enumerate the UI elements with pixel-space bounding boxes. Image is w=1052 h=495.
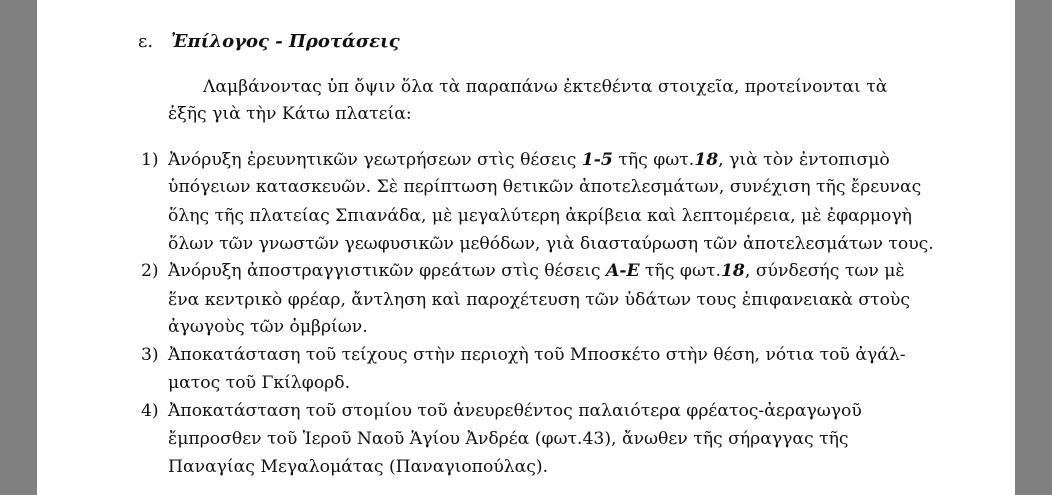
intro-line-1: Λαμβάνοντας ὑπ ὄψιν ὅλα τὰ παραπάνω ἐκτεθέντα στοιχεῖα, προτείνονται τὰ: [203, 77, 888, 97]
item-2-line-2: ἕνα κεντρικὸ φρέαρ, ἄντληση καὶ παροχέτευση τῶν ὑδάτων τους ἐπιφανειακὰ στοὺς: [168, 290, 910, 310]
item-3-marker: 3): [141, 345, 159, 365]
item-1-marker: 1): [141, 150, 159, 170]
item-1-photo-number: 18: [694, 150, 719, 170]
item-1-line-2: ὑπόγειων κατασκευῶν. Σὲ περίπτωση θετικῶν ἀποτελεσμάτων, συνέχιση τῆς ἔρευνας: [168, 177, 922, 197]
item-2-line-3: ἀγωγοὺς τῶν ὀμβρίων.: [168, 317, 368, 337]
item-1-line-3: ὅλης τῆς πλατείας Σπιανάδα, μὲ μεγαλύτερη ἀκρίβεια καὶ λεπτομέρεια, μὲ ἐφαρμογὴ: [168, 206, 912, 226]
item-2-line-1: [168, 258, 905, 284]
section-title: Ἐπίλογος - Προτάσεις: [171, 31, 400, 52]
item-2-marker: 2): [141, 261, 159, 281]
item-1-text-e: , γιὰ τὸν ἐντοπισμὸ: [718, 150, 890, 170]
item-2-photo-number: 18: [720, 261, 745, 281]
item-3-line-1: Ἀποκατάσταση τοῦ τείχους στὴν περιοχὴ τοῦ Μποσκέτο στὴν θέση, νότια τοῦ ἀγάλ-: [168, 345, 906, 365]
item-4-line-1: Ἀποκατάσταση τοῦ στομίου τοῦ ἀνευρεθέντος παλαιότερα φρέατος-ἀεραγωγοῦ: [168, 401, 862, 421]
item-1-positions: 1-5: [581, 150, 613, 170]
item-2-text-c: τῆς φωτ.: [639, 261, 721, 281]
item-2-text-e: , σύνδεσής των μὲ: [744, 261, 905, 281]
item-2-text-a: Ἀνόρυξη ἀποστραγγιστικῶν φρεάτων στὶς θέσεις: [168, 261, 606, 281]
item-1-line-1: [168, 147, 890, 173]
intro-line-2: ἑξῆς γιὰ τὴν Κάτω πλατεία:: [168, 104, 412, 124]
item-4-line-3: Παναγίας Μεγαλομάτας (Παναγιοπούλας).: [168, 457, 549, 477]
document-page: [37, 0, 1015, 495]
item-3-line-2: ματος τοῦ Γκίλφορδ.: [168, 373, 351, 393]
item-4-line-2: ἔμπροσθεν τοῦ Ἱεροῦ Ναοῦ Ἁγίου Ἀνδρέα (φωτ.43), ἄνωθεν τῆς σήραγγας τῆς: [168, 429, 849, 449]
item-1-text-a: Ἀνόρυξη ἐρευνητικῶν γεωτρήσεων στὶς θέσεις: [168, 150, 582, 170]
item-4-marker: 4): [141, 401, 159, 421]
item-1-line-4: ὅλων τῶν γνωστῶν γεωφυσικῶν μεθόδων, γιὰ διασταύρωση τῶν ἀποτελεσμάτων τους.: [168, 234, 934, 254]
item-1-text-c: τῆς φωτ.: [612, 150, 695, 170]
section-number: ε.: [138, 31, 154, 52]
section-heading: [138, 31, 400, 52]
item-2-positions: Α-Ε: [606, 261, 640, 281]
